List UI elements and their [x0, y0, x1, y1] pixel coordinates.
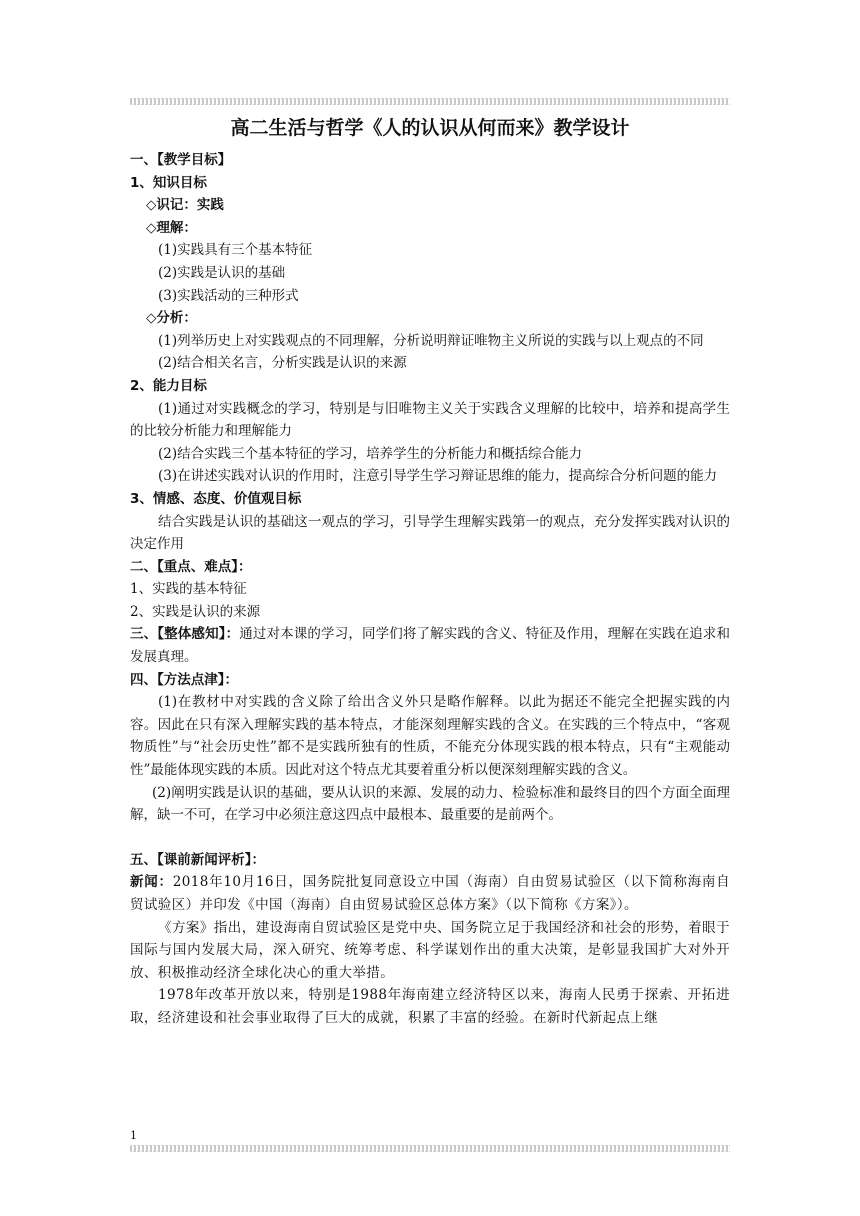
news-paragraph-3: 1978年改革开放以来，特别是1988年海南建立经济特区以来，海南人民勇于探索、开拓进取，经济建设和社会事业取得了巨大的成就，积累了丰富的经验。在新时代新起点上继 — [130, 987, 730, 1026]
understand-item: (2)实践是认识的基础 — [158, 264, 286, 281]
news-paragraph-1 — [130, 871, 730, 916]
analyze-item: (1)列举历史上对实践观点的不同理解，分析说明辩证唯物主义所说的实践与以上观点的不同 — [158, 332, 704, 349]
news-label: 新闻： — [130, 874, 173, 891]
analyze-item: (2)结合相关名言，分析实践是认识的来源 — [158, 355, 407, 372]
emotion-text: 结合实践是认识的基础这一观点的学习，引导学生理解实践第一的观点，充分发挥实践对认识的决定作用 — [130, 513, 730, 553]
ability-item: (3)在讲述实践对认识的作用时，注意引导学生学习辩证思维的能力，提高综合分析问题的能力 — [158, 468, 718, 485]
memo-line: ◇识记：实践 — [146, 197, 224, 214]
keypoint-item: 1、实践的基本特征 — [130, 581, 247, 598]
section-heading-overall: 三、【整体感知】： — [130, 626, 240, 643]
news-paragraph-2: 《方案》指出，建设海南自贸试验区是党中央、国务院立足于我国经济和社会的形势，着眼于国际与国内发展大局，深入研究、统筹考虑、科学谋划作出的重大决策，是彰显我国扩大对外开放、积极推动经济全球化决心的重大举措。 — [130, 919, 730, 981]
ability-item: (2)结合实践三个基本特征的学习，培养学生的分析能力和概括综合能力 — [158, 445, 583, 462]
method-paragraph-2: (2)阐明实践是认识的基础，要从认识的来源、发展的动力、检验标准和最终目的四个方面全面理解，缺一不可，在学习中必须注意这四点中最根本、最重要的是前两个。 — [130, 784, 730, 824]
understand-item: (3)实践活动的三种形式 — [158, 287, 299, 304]
understand-label: ◇理解： — [146, 219, 197, 236]
page-number: 1 — [130, 1129, 137, 1142]
blank-line — [130, 827, 730, 849]
subheading-ability: 2、能力目标 — [130, 377, 207, 394]
document-body — [130, 149, 730, 1030]
section-heading-keypoints: 二、【重点、难点】： — [130, 558, 252, 575]
analyze-label: ◇分析： — [146, 310, 197, 327]
subheading-emotion: 3、情感、态度、价值观目标 — [130, 490, 302, 507]
section-heading-news: 五、【课前新闻评析】： — [130, 851, 265, 868]
overall-paragraph — [130, 623, 730, 668]
subheading-knowledge: 1、知识目标 — [130, 174, 207, 191]
ability-item: (1)通过对实践概念的学习，特别是与旧唯物主义关于实践含义理解的比较中，培养和提高学生的比较分析能力和理解能力 — [130, 400, 730, 440]
section-heading-method: 四、【方法点津】： — [130, 671, 238, 688]
method-paragraph-1: (1)在教材中对实践的含义除了给出含义外只是略作解释。以此为据还不能完全把握实践的内容。因此在只有深入理解实践的基本特点，才能深刻理解实践的含义。在实践的三个特点中，“客观物质性”与“社会历史性”都不是实践所独有的性质，不能充分体现实践的根本特点，只有“主观能动性”最能体现实践的本质。因此对这个特点尤其要着重分析以便深刻理解实践的含义。 — [130, 694, 730, 779]
header-divider — [130, 98, 730, 105]
understand-item: (1)实践具有三个基本特征 — [158, 242, 313, 259]
footer-divider — [130, 1145, 730, 1152]
overall-text: 通过对本课的学习，同学们将了解实践的含义、特征及作用，理解在实践在追求和发展真理。 — [130, 626, 731, 666]
page-title: 高二生活与哲学《人的认识从何而来》教学设计 — [230, 117, 630, 139]
section-heading-objectives: 一、【教学目标】 — [130, 152, 232, 168]
keypoint-item: 2、实践是认识的来源 — [130, 603, 261, 620]
news-text-1: 2018年10月16日，国务院批复同意设立中国（海南）自由贸易试验区（以下简称海南自贸试验区）并印发《中国（海南）自由贸易试验区总体方案》（以下简称《方案》）。 — [130, 874, 730, 913]
